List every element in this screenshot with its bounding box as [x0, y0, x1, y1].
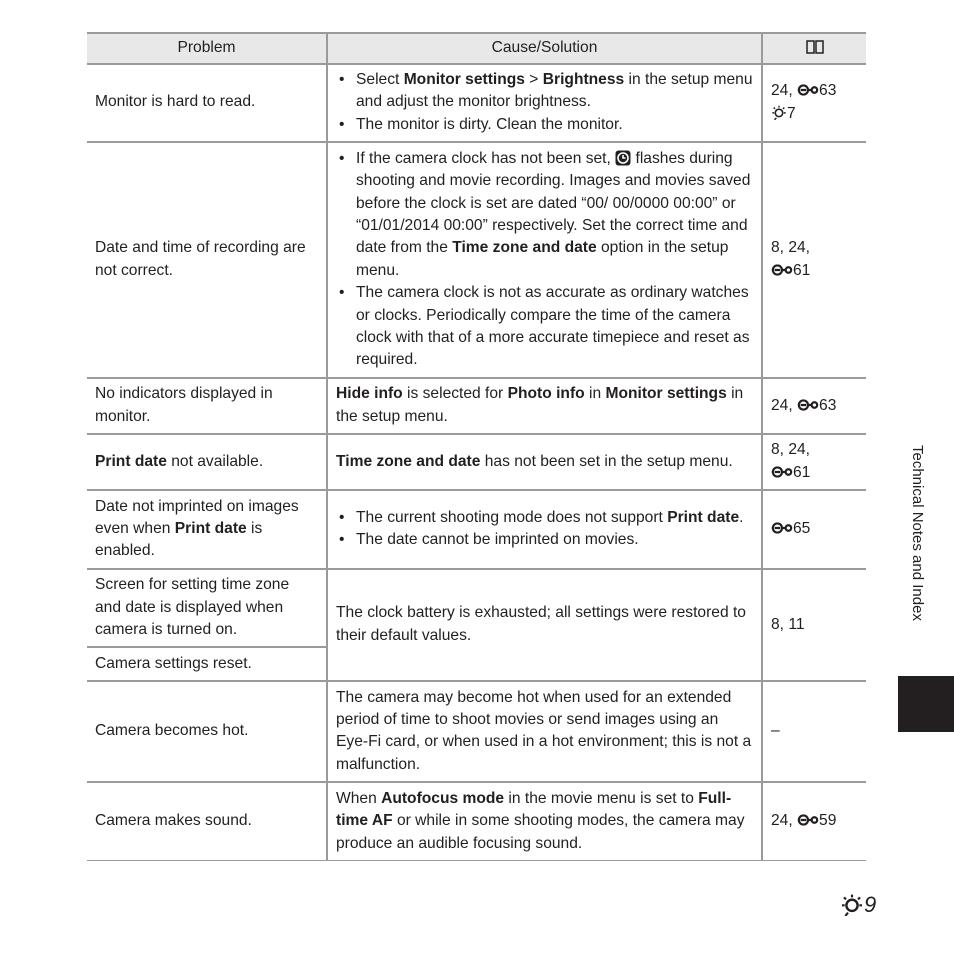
- reference-cell: 8, 24, 61: [763, 143, 866, 379]
- book-icon: [806, 40, 824, 54]
- problem-cell: Date and time of recording are not correct.: [87, 143, 326, 379]
- problem-cell: Camera makes sound.: [87, 783, 326, 861]
- table-row: [87, 143, 866, 379]
- table-row: [87, 65, 866, 143]
- clock-not-set-icon: [615, 150, 631, 166]
- page-number: 9: [840, 892, 876, 918]
- problem-cell: Camera settings reset.: [87, 648, 326, 682]
- list-item: • If the camera clock has not been set, flashes during shooting and movie recording. Images and movies saved before the clock is set are dated “00/ 00/0000 00:00” or “01/01/2014 00:00” respectively. Set the correct time and date from the Time zone and date option in the setup menu.: [336, 148, 753, 282]
- reference-e-icon: [771, 465, 793, 479]
- header-reference: [763, 32, 866, 65]
- cause-cell: [326, 491, 763, 570]
- problem-cell: Screen for setting time zone and date is displayed when camera is turned on.: [87, 570, 326, 648]
- cause-cell: [326, 65, 763, 143]
- cause-cell: The clock battery is exhausted; all settings were restored to their default values.: [326, 570, 763, 682]
- cause-cell: Hide info is selected for Photo info in Monitor settings in the setup menu.: [326, 379, 763, 435]
- cause-cell: [326, 143, 763, 379]
- reference-e-icon: [797, 813, 819, 827]
- reference-cell: 24, 59: [763, 783, 866, 861]
- list-item: • The date cannot be imprinted on movies.: [336, 529, 753, 551]
- reference-e-icon: [797, 398, 819, 412]
- table-row: [87, 783, 866, 861]
- cause-cell: When Autofocus mode in the movie menu is set to Full-time AF or while in some shooting modes, the camera may produce an audible focusing sound.: [326, 783, 763, 861]
- problem-cell: Camera becomes hot.: [87, 682, 326, 783]
- problem-cell: No indicators displayed in monitor.: [87, 379, 326, 435]
- reference-e-icon: [771, 521, 793, 535]
- cause-cell: The camera may become hot when used for an extended period of time to shoot movies or send images using an Eye-Fi card, or when used in a hot environment; this is not a malfunction.: [326, 682, 763, 783]
- table-row: [87, 379, 866, 435]
- reference-cell: 65: [763, 491, 866, 570]
- table-row: [87, 682, 866, 783]
- reference-e-icon: [771, 263, 793, 277]
- problem-cell: Date not imprinted on images even when Print date is enabled.: [87, 491, 326, 570]
- list-item: • Select Monitor settings > Brightness in the setup menu and adjust the monitor brightness.: [336, 69, 753, 114]
- reference-cell: 24, 63 7: [763, 65, 866, 143]
- list-item: • The camera clock is not as accurate as ordinary watches or clocks. Periodically compare the time of the camera clock with that of a more accurate timepiece and reset as required.: [336, 282, 753, 372]
- table-row: [87, 435, 866, 491]
- reference-cell: –: [763, 682, 866, 783]
- table-row: [87, 491, 866, 570]
- header-cause: Cause/Solution: [326, 32, 763, 65]
- reference-cell: 8, 24, 61: [763, 435, 866, 491]
- reference-cell: 24, 63: [763, 379, 866, 435]
- side-tab-marker: [898, 676, 954, 732]
- cause-cell: Time zone and date has not been set in the setup menu.: [326, 435, 763, 491]
- reference-e-icon: [797, 83, 819, 97]
- list-item: • The monitor is dirty. Clean the monitor.: [336, 114, 753, 136]
- table-header-row: [87, 32, 866, 65]
- bulb-section-icon: [840, 892, 864, 916]
- header-problem: Problem: [87, 32, 326, 65]
- list-item: • The current shooting mode does not support Print date.: [336, 507, 753, 529]
- troubleshooting-table: [87, 32, 866, 861]
- table-row: [87, 570, 866, 648]
- reference-cell: 8, 11: [763, 570, 866, 682]
- problem-cell: Print date not available.: [87, 435, 326, 491]
- bulb-ref-icon: [771, 104, 787, 120]
- problem-cell: Monitor is hard to read.: [87, 65, 326, 143]
